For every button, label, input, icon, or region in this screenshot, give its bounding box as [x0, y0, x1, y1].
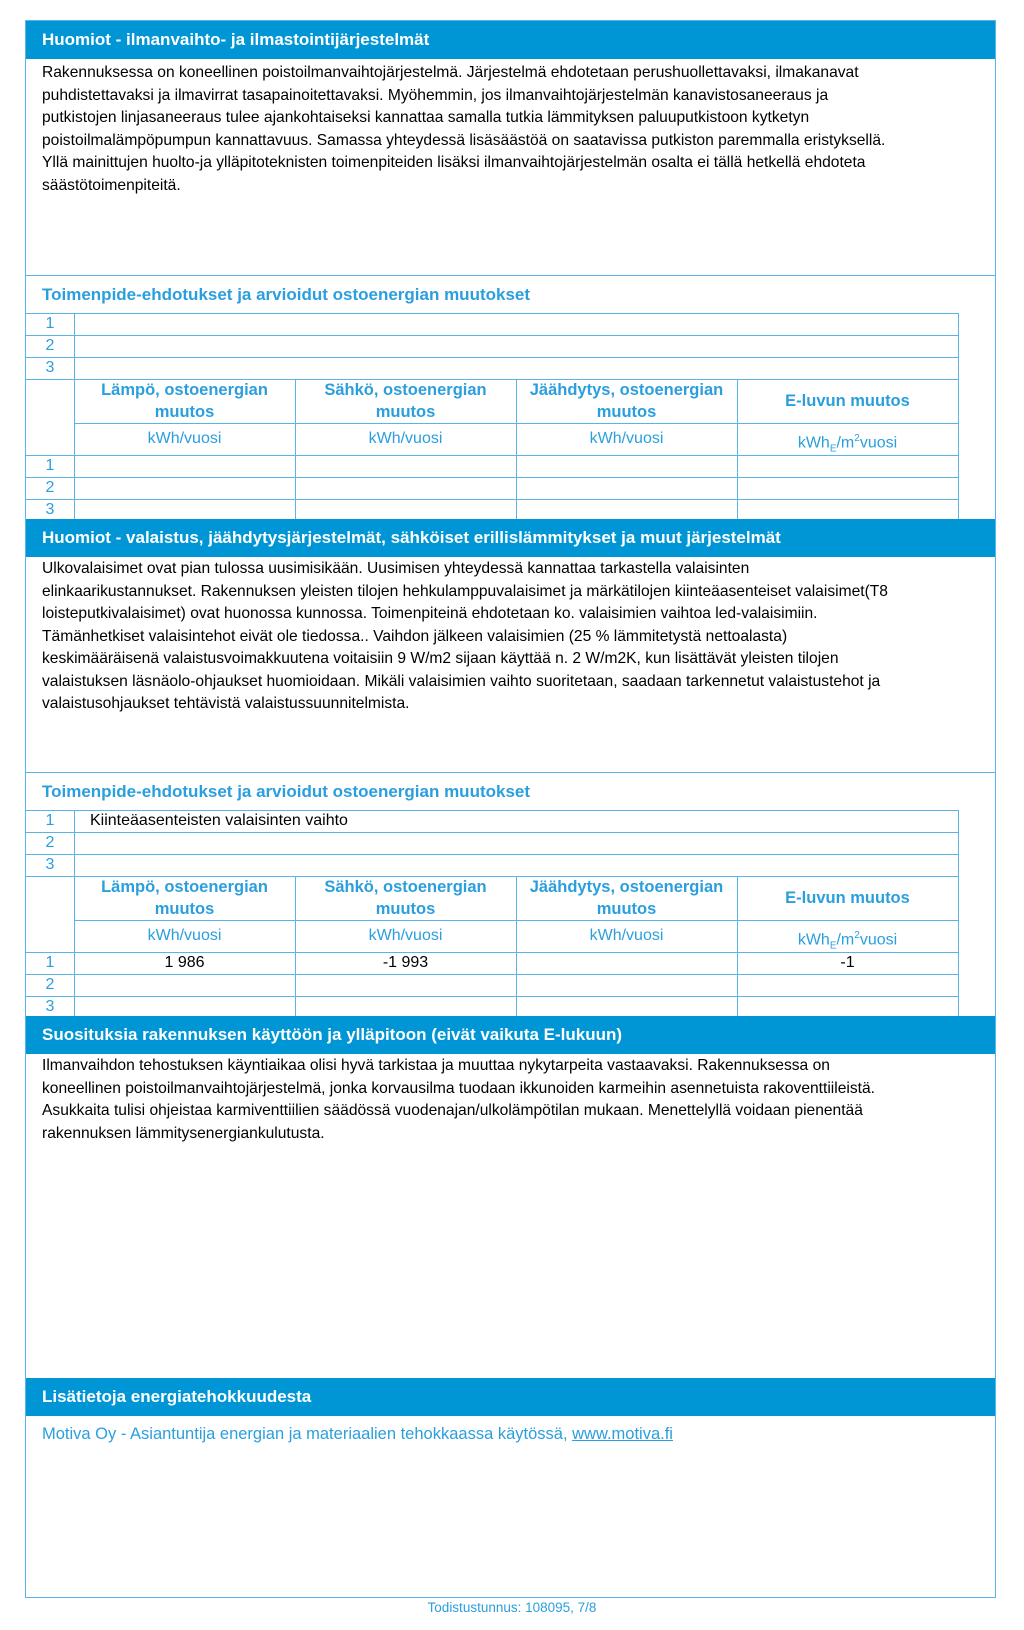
value-heat — [74, 477, 295, 499]
value-heat — [74, 455, 295, 477]
value-e — [737, 996, 958, 1018]
value-elec — [295, 499, 516, 521]
row-number: 2 — [45, 479, 55, 496]
recommendations-text: Ilmanvaihdon tehostuksen käyntiaikaa olisi hyvä tarkistaa ja muuttaa nykytarpeita vastaavaksi. Rakennuksessa on koneellinen poistoilmanvaihtojärjestelmä, jonka korvausilma tuodaan ikkunoiden karmeihin asennetuista rakoventtiileistä. Asukkaita tulisi ohjeistaa karmiventtiilien säädössä vuodenajan/ulkolämpötilan mukaan. Menettelyllä voidaan pienentää rakennuksen lämmitysenergiankulutusta. — [42, 1057, 876, 1142]
column-header-text: Lämpö, ostoenergian muutos — [101, 878, 268, 918]
measures-table-2 — [26, 810, 995, 1018]
unit-label: kWh/vuosi — [368, 927, 443, 944]
motiva-link[interactable]: www.motiva.fi — [572, 1425, 673, 1443]
divider — [26, 772, 995, 773]
measures-table-1 — [26, 313, 995, 521]
column-header-cool — [516, 379, 737, 423]
column-header-elec — [295, 876, 516, 920]
row-number: 2 — [45, 834, 55, 851]
value-e: -1 — [840, 954, 855, 971]
measure-description — [90, 357, 954, 379]
column-header-text: E-luvun muutos — [785, 889, 910, 907]
certificate-page — [25, 20, 996, 1598]
column-header-text: E-luvun muutos — [785, 392, 910, 410]
row-number: 3 — [45, 856, 55, 873]
value-e — [737, 974, 958, 996]
measure-description — [90, 335, 954, 357]
row-number: 1 — [45, 954, 55, 971]
value-heat: 1 986 — [164, 954, 205, 971]
value-heat — [74, 996, 295, 1018]
section-header-ventilation: Huomiot - ilmanvaihto- ja ilmastointijärjestelmät — [26, 21, 995, 59]
value-heat — [74, 974, 295, 996]
measure-description: Kiinteäasenteisten valaisinten vaihto — [90, 812, 348, 829]
value-cool — [516, 477, 737, 499]
value-e — [737, 455, 958, 477]
value-cool — [516, 974, 737, 996]
row-number: 1 — [45, 457, 55, 474]
unit-label: $kWh_E/m^2vuosi$ — [797, 930, 898, 952]
column-header-e — [737, 379, 958, 423]
grid-line — [958, 810, 959, 1018]
column-header-e — [737, 876, 958, 920]
value-cool — [516, 499, 737, 521]
lighting-notes: Ulkovalaisimet ovat pian tulossa uusimisikään. Uusimisen yhteydessä kannattaa tarkastella valaisinten elinkaarikustannukset. Rakennuksen yleisten tilojen hehkulamppuvalaisimet ja märkätilojen kiinteäasenteiset valaisimet(T8 loisteputkivalaisimet) ovat huonossa kunnossa. Toimenpiteinä ehdotetaan ko. valaisimien vaihtoa led-valaisimiin. Tämänhetkiset valaisintehot eivät ole tiedossa.. Vaihdon jälkeen valaisimien (25 % lämmitetystä nettoalasta) keskimääräisenä valaistusvoimakkuutena voitaisiin 9 W/m2 sijaan käyttää n. 2 W/m2K, kun lisättävät yleisten tilojen valaistuksen läsnäolo-ohjaukset huomioidaan. Mikäli valaisimien vaihto suoritetaan, saadaan tarkennetut valaistustehot ja valaistusohjaukset tehtävistä valaistussuunnitelmista. — [42, 560, 888, 712]
column-header-text: Jäähdytys, ostoenergian muutos — [529, 381, 724, 421]
column-header-text: Lämpö, ostoenergian muutos — [101, 381, 268, 421]
section-header-recommendations: Suosituksia rakennuksen käyttöön ja ylläpitoon (eivät vaikuta E-lukuun) — [26, 1016, 995, 1054]
column-header-text: Sähkö, ostoenergian muutos — [324, 381, 487, 421]
value-cool — [516, 952, 737, 974]
grid-line — [958, 313, 959, 521]
measure-description — [90, 854, 954, 876]
unit-label: $kWh_E/m^2vuosi$ — [797, 433, 898, 455]
measure-description — [90, 313, 954, 335]
row-number: 3 — [45, 501, 55, 518]
row-number: 1 — [45, 812, 55, 829]
value-heat — [74, 499, 295, 521]
row-number: 3 — [45, 998, 55, 1015]
value-elec — [295, 455, 516, 477]
row-number: 2 — [45, 976, 55, 993]
motiva-info-text: Motiva Oy - Asiantuntija energian ja materiaalien tehokkaassa käytössä, — [42, 1425, 573, 1443]
motiva-info — [42, 1425, 673, 1444]
column-header-heat — [74, 876, 295, 920]
value-e — [737, 499, 958, 521]
value-cool — [516, 996, 737, 1018]
row-number: 3 — [45, 359, 55, 376]
column-header-elec — [295, 379, 516, 423]
value-elec — [295, 996, 516, 1018]
row-number: 1 — [45, 315, 55, 332]
measure-description — [90, 832, 954, 854]
column-header-text: Sähkö, ostoenergian muutos — [324, 878, 487, 918]
unit-label: kWh/vuosi — [147, 927, 222, 944]
divider — [26, 275, 995, 276]
unit-label: kWh/vuosi — [589, 430, 664, 447]
value-cool — [516, 455, 737, 477]
column-header-heat — [74, 379, 295, 423]
unit-label: kWh/vuosi — [147, 430, 222, 447]
section-header-lighting: Huomiot - valaistus, jäähdytysjärjestelmät, sähköiset erillislämmitykset ja muut järjestelmät — [26, 519, 995, 557]
measures-title-1: Toimenpide-ehdotukset ja arvioidut ostoenergian muutokset — [42, 285, 531, 304]
measures-title-2: Toimenpide-ehdotukset ja arvioidut ostoenergian muutokset — [42, 782, 531, 801]
row-number: 2 — [45, 337, 55, 354]
certificate-id-footer: Todistustunnus: 108095, 7/8 — [427, 1600, 597, 1615]
value-e — [737, 477, 958, 499]
column-header-text: Jäähdytys, ostoenergian muutos — [529, 878, 724, 918]
value-elec — [295, 477, 516, 499]
column-header-cool — [516, 876, 737, 920]
section-header-more-info: Lisätietoja energiatehokkuudesta — [26, 1378, 995, 1416]
ventilation-notes: Rakennuksessa on koneellinen poistoilmanvaihtojärjestelmä. Järjestelmä ehdotetaan perushuollettavaksi, ilmakanavat puhdistettavaksi ja ilmavirrat tasapainoitettavaksi. Myöhemmin, jos ilmanvaihtojärjestelmän kanavistosaneeraus ja putkistojen linjasaneeraus tulee ajankohtaiseksi kannattaa samalla tutkia lämmityksen paluuputkistoon kytketyn poistoilmalämpöpumpun kannattavuus. Samassa yhteydessä lisäsäästöä on saatavissa putkiston paremmalla eristyksellä. Yllä mainittujen huolto-ja ylläpitoteknisten toimenpiteiden lisäksi ilmanvaihtojärjestelmän osalta ei tällä hetkellä ehdoteta säästötoimenpiteitä. — [42, 64, 886, 194]
unit-label: kWh/vuosi — [368, 430, 443, 447]
value-elec: -1 993 — [382, 954, 429, 971]
value-elec — [295, 974, 516, 996]
unit-label: kWh/vuosi — [589, 927, 664, 944]
